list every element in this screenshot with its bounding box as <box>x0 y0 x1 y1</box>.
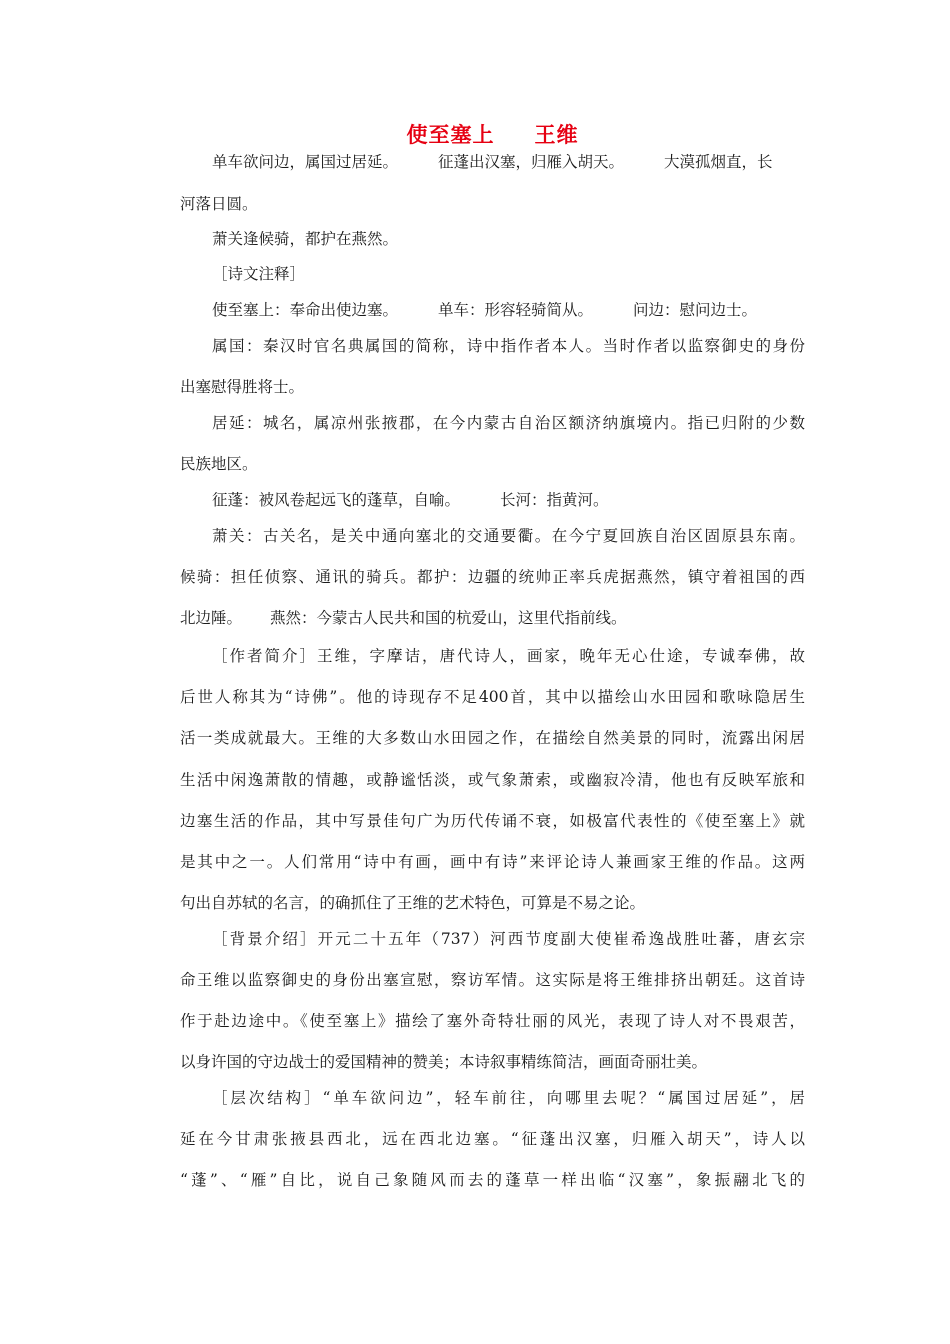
text-line: 是其中之一。人们常用“诗中有画，画中有诗”来评论诗人兼画家王维的作品。这两 <box>180 853 805 871</box>
text-line: 后世人称其为“诗佛”。他的诗现存不足400首，其中以描绘山水田园和歌咏隐居生 <box>180 688 805 706</box>
text-line: 边塞生活的作品，其中写景佳句广为历代传诵不衰，如极富代表性的《使至塞上》就 <box>180 812 805 830</box>
text-line: 河落日圆。 <box>180 195 258 213</box>
text-line: 延在今甘肃张掖县西北，远在西北边塞。“征蓬出汉塞，归雁入胡天”，诗人以 <box>180 1130 805 1148</box>
poem-title-heading <box>180 121 805 149</box>
text-line: 属国：秦汉时官名典属国的简称，诗中指作者本人。当时作者以监察御史的身份 <box>212 337 805 355</box>
poem-title: 使至塞上 <box>406 123 495 147</box>
text-line: 使至塞上：奉命出使边塞。 单车：形容轻骑简从。 问边：慰问边士。 <box>212 301 758 319</box>
text-line: 征蓬：被风卷起远飞的蓬草，自喻。 长河：指黄河。 <box>212 491 609 509</box>
text-line: 出塞慰得胜将士。 <box>180 378 305 396</box>
text-line: 以身许国的守边战士的爱国精神的赞美；本诗叙事精练简洁，画面奇丽壮美。 <box>180 1053 708 1071</box>
text-line: 命王维以监察御史的身份出塞宣慰，察访军情。这实际是将王维排挤出朝廷。这首诗 <box>180 971 805 989</box>
text-line: 候骑：担任侦察、通讯的骑兵。都护：边疆的统帅正率兵虎据燕然，镇守着祖国的西 <box>180 568 805 586</box>
poem-author: 王维 <box>534 123 579 147</box>
text-line: 活一类成就最大。王维的大多数山水田园之作，在描绘自然美景的同时，流露出闲居 <box>180 729 805 747</box>
text-line: 句出自苏轼的名言，的确抓住了王维的艺术特色，可算是不易之论。 <box>180 894 646 912</box>
text-line: 单车欲问边，属国过居延。 征蓬出汉塞，归雁入胡天。 大漠孤烟直，长 <box>212 153 773 171</box>
text-line: 生活中闲逸萧散的情趣，或静谧恬淡，或气象萧索，或幽寂冷清，他也有反映军旅和 <box>180 771 805 789</box>
section-heading-structure: ［层次结构］“单车欲问边”，轻车前往，向哪里去呢？“属国过居延”，居 <box>212 1089 805 1107</box>
section-heading-author: ［作者简介］王维，字摩诘，唐代诗人，画家，晚年无心仕途，专诚奉佛，故 <box>212 647 805 665</box>
text-line: 北边陲。 燕然：今蒙古人民共和国的杭爱山，这里代指前线。 <box>180 609 627 627</box>
text-line: 民族地区。 <box>180 455 258 473</box>
section-heading-background: ［背景介绍］开元二十五年（737）河西节度副大使崔希逸战胜吐蕃，唐玄宗 <box>212 930 805 948</box>
text-line: “蓬”、“雁”自比，说自己象随风而去的蓬草一样出临“汉塞”，象振翮北飞的 <box>180 1171 805 1189</box>
section-heading-notes: ［诗文注释］ <box>212 265 306 283</box>
text-line: 萧关：古关名，是关中通向塞北的交通要衢。在今宁夏回族自治区固原县东南。 <box>212 527 805 545</box>
text-line: 萧关逢候骑，都护在燕然。 <box>212 230 399 248</box>
text-line: 居延：城名，属凉州张掖郡，在今内蒙古自治区额济纳旗境内。指已归附的少数 <box>212 414 805 432</box>
text-line: 作于赴边途中。《使至塞上》描绘了塞外奇特壮丽的风光，表现了诗人对不畏艰苦， <box>180 1012 805 1030</box>
